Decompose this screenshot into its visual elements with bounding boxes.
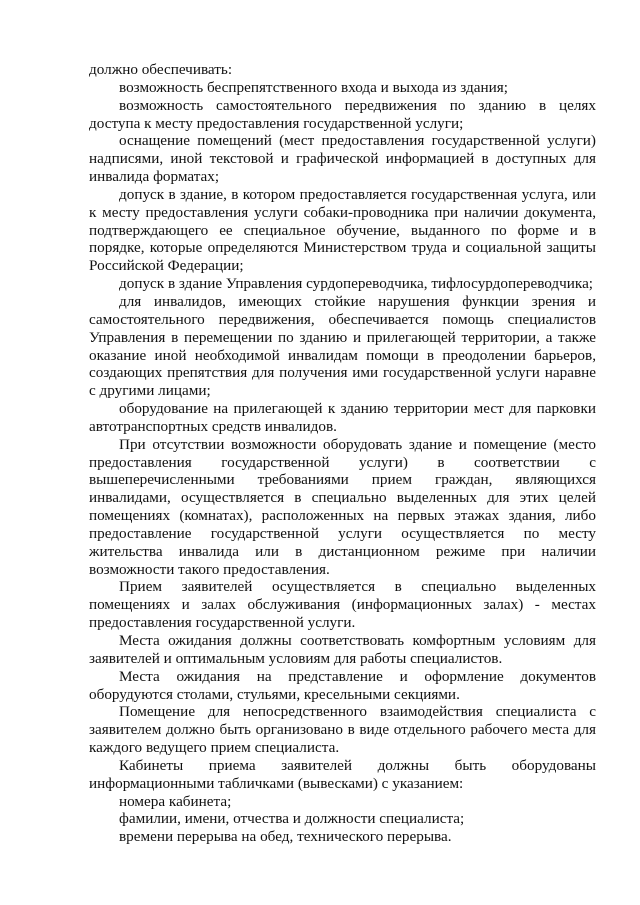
paragraph-reception: Прием заявителей осуществляется в специально выделенных помещениях и залах обслуживания (информационных залах) - местах предоставления государственной услуги. (89, 578, 596, 632)
paragraph-waiting-comfort: Места ожидания должны соответствовать комфортным условиям для заявителей и оптимальным условиям для работы специалистов. (89, 632, 596, 667)
list-item-break-time: времени перерыва на обед, технического перерыва. (119, 828, 452, 846)
list-item-cabinet-number: номера кабинета; (119, 792, 232, 810)
paragraph-cabinet-signs: Кабинеты приема заявителей должны быть оборудованы информационными табличками (вывесками) с указанием: (89, 756, 596, 792)
paragraph-signage: оснащение помещений (мест предоставления государственной услуги) надписями, иной текстовой и графической информацией в доступных для инвалида форматах; (89, 132, 596, 186)
document-page (89, 61, 596, 846)
paragraph-parking: оборудование на прилегающей к зданию территории мест для парковки автотранспортных средств инвалидов. (89, 400, 596, 435)
paragraph-assistance: для инвалидов, имеющих стойкие нарушения функции зрения и самостоятельного передвижения, обеспечивается помощь специалистов Управления в перемещении по зданию и прилегающей территории, а также оказание иной необходимой инвалидам помощи в преодолении барьеров, создающих препятствия для получения ими государственной услуги наравне с другими лицами; (89, 292, 596, 400)
list-item-specialist-name: фамилии, имени, отчества и должности специалиста; (119, 810, 465, 828)
paragraph-waiting-furniture: Места ожидания на представление и оформление документов оборудуются столами, стульями, кресельными секциями. (89, 667, 596, 703)
paragraph-alternative-premises: При отсутствии возможности оборудовать здание и помещение (место предоставления государственной услуги) в соответствии с вышеперечисленными требованиями прием граждан, являющихся инвалидами, осуществляется в специально выделенных для этих целей помещениях (комнатах), расположенных на первых этажах здания, либо предоставление государственной услуги осуществляется по месту жительства инвалида или в дистанционном режиме при наличии возможности такого предоставления. (89, 435, 596, 578)
paragraph-movement: возможность самостоятельного передвижения по зданию в целях доступа к месту предоставления государственной услуги; (89, 96, 596, 132)
paragraph-entry-exit: возможность беспрепятственного входа и выхода из здания; (119, 78, 508, 96)
paragraph-guide-dog: допуск в здание, в котором предоставляется государственная услуга, или к месту предоставления услуги собаки-проводника при наличии документа, подтверждающего ее специальное обучение, выданного по форме и в порядке, которые определяются Министерством труда и социальной защиты Российской Федерации; (89, 185, 596, 275)
paragraph-interpreter: допуск в здание Управления сурдопереводчика, тифлосурдопереводчика; (119, 275, 594, 293)
paragraph-continuation: должно обеспечивать: (89, 61, 233, 78)
paragraph-workplace: Помещение для непосредственного взаимодействия специалиста с заявителем должно быть организовано в виде отдельного рабочего места для каждого ведущего прием специалиста. (89, 703, 596, 757)
